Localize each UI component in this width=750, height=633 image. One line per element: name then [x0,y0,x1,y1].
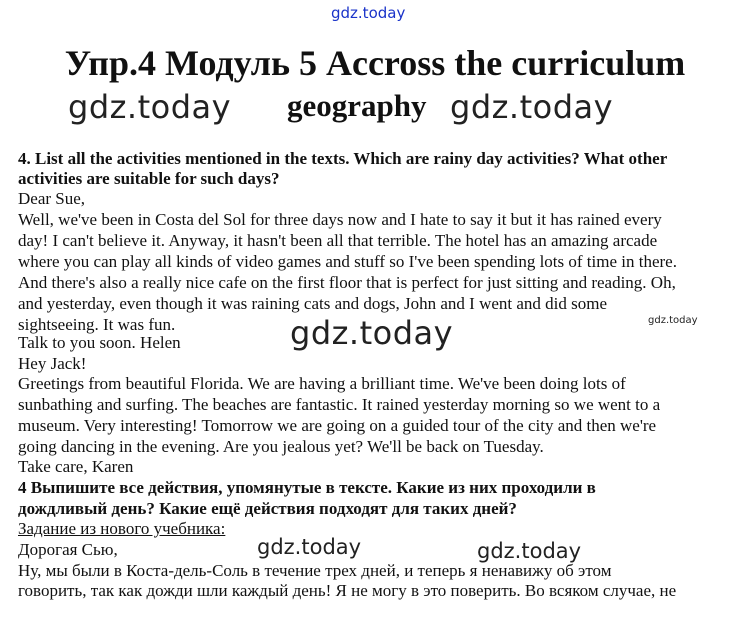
letter-line: Talk to you soon. Helen [18,333,181,352]
watermark-ru-right: gdz.today [477,539,582,563]
task-line: activities are suitable for such days? [18,169,280,188]
letter-line: Hey Jack! [18,354,87,373]
letter-line: говорить, так как дожди шли каждый день! Я не могу в это поверить. Во всяком случае, не [18,581,677,600]
letter-line: where you can play all kinds of video games and stuff so I've been spending lots of time in there. [18,252,677,271]
letter-line: Take care, Karen [18,457,134,476]
task-line: дождливый день? Какие ещё действия подходят для таких дней? [18,499,517,518]
watermark-ru-left: gdz.today [257,535,362,559]
letter-line: Greetings from beautiful Florida. We are having a brilliant time. We've been doing lots of [18,374,626,393]
letter-line: Well, we've been in Costa del Sol for three days now and I hate to say it but it has rained every [18,210,662,229]
letter-line: sightseeing. It was fun. [18,315,176,334]
letter-line: museum. Very interesting! Tomorrow we are going on a guided tour of the city and then we're [18,416,657,435]
letter-line: and yesterday, even though it was raining cats and dogs, John and I went and did some [18,294,608,313]
page-subtitle: geography [287,88,427,123]
letter-line: going dancing in the evening. Are you jealous yet? We'll be back on Tuesday. [18,437,544,456]
watermark-small: gdz.today [648,315,698,326]
letter-line: sunbathing and surfing. The beaches are fantastic. It rained yesterday morning so we went to a [18,395,661,414]
watermark-mid: gdz.today [290,314,454,352]
letter-line: And there's also a really nice cafe on the first floor that is perfect for just sitting and reading. Oh, [18,273,676,292]
letter-line: day! I can't believe it. Anyway, it hasn't been all that terrible. The hotel has an amazing arcade [18,231,658,250]
letter-line: Дорогая Сью, [18,540,118,559]
letter-line: Dear Sue, [18,189,86,208]
task-line: 4. List all the activities mentioned in the texts. Which are rainy day activities? What other [18,149,668,168]
new-textbook-label: Задание из нового учебника: [18,519,226,538]
watermark-top: gdz.today [331,4,406,22]
letter-line: Ну, мы были в Коста-дель-Соль в течение трех дней, и теперь я ненавижу об этом [18,561,612,580]
watermark-header-right: gdz.today [450,88,614,126]
watermark-header-left: gdz.today [68,88,232,126]
task-line: 4 Выпишите все действия, упомянутые в тексте. Какие из них проходили в [18,478,596,497]
page-title: Упр.4 Модуль 5 Accross the curriculum [64,43,686,83]
